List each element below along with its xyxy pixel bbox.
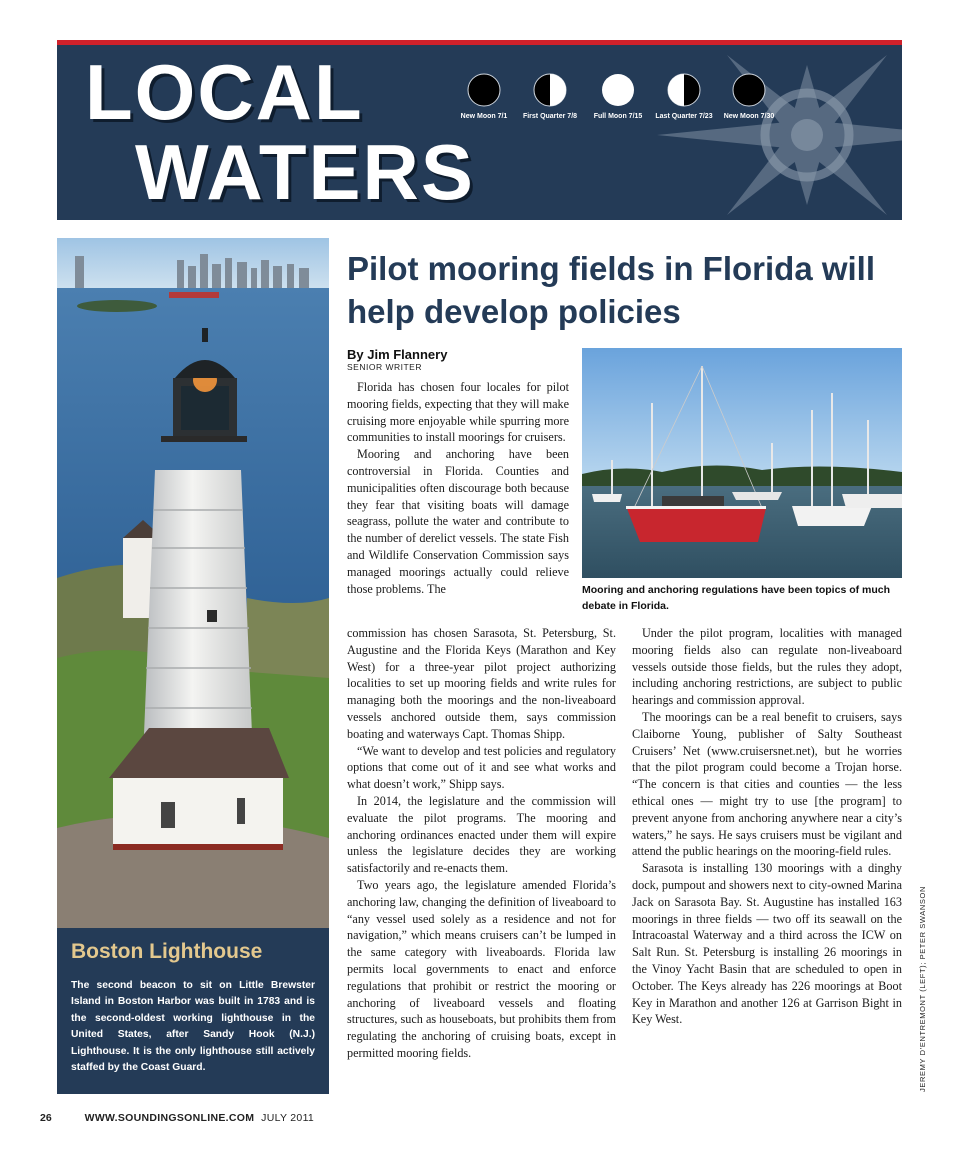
article-paragraph: The moorings can be a real benefit to cruisers, says Claiborne Young, publisher of Salty Southeast Cruisers’ Net (www.cruisersnet.net), but he worries that the pilot program could become a Trojan horse. “The concern is that cities and counties — the less ethical ones — might try to use [the program] to prevent anyone from anchoring anywhere near a city’s waters,” he says. He says cruisers must be vigilant and attend the public hearings on the mooring-field rules. <box>632 709 902 859</box>
photo-credit: JEREMY D’ENTREMONT (LEFT); PETER SWANSON <box>918 886 927 1092</box>
new-moon-icon <box>467 73 501 107</box>
issue-date: JULY 2011 <box>261 1112 315 1124</box>
page-footer <box>40 1112 314 1124</box>
moon-phase-label: Last Quarter 7/23 <box>655 113 713 120</box>
article-paragraph: Under the pilot program, localities with managed mooring fields also can regulate non-liveaboard vessels outside those fields, but the rules they adopt, including anchoring restrictions, are subject to public hearings and commission approval. <box>632 626 902 708</box>
moon-phase-label: New Moon 7/1 <box>460 113 508 120</box>
article-column-2 <box>347 625 616 1062</box>
article-paragraph: Two years ago, the legislature amended Florida’s anchoring law, changing the definition of liveaboard to “any vessel used solely as a residence and not for navigation,” which means cruisers can’t be lumped in the same category with liveaboards. Florida law permits local governments to enact and enforce regulations that prohibit or restrict the mooring or anchoring of liveaboard vessels and floating structures, such as houseboats, but prohibits them from regulating the anchoring of cruising boats, except in permitted mooring fields. <box>347 877 616 1060</box>
article-paragraph: commission has chosen Sarasota, St. Petersburg, St. Augustine and the Florida Keys (Marathon and Key West) for a three-year pilot project authorizing localities to set up mooring fields and write rules for managing both the moorings and the non-liveaboard vessels anchored outside them, says commission boating and waterways Capt. Thomas Shipp. <box>347 626 616 741</box>
last-quarter-moon-icon <box>667 73 701 107</box>
sidebar-box <box>57 928 329 1094</box>
byline <box>347 347 447 372</box>
article-paragraph: Mooring and anchoring have been controversial in Florida. Counties and municipalities often discourage both because they fear that visiting boats will damage seagrass, pollute the water and contribute to the number of derelict vessels. The state Fish and Wildlife Conservation Commission says managed moorings actually could relieve those problems. The <box>347 447 569 596</box>
section-title-local: LOCAL <box>85 48 364 136</box>
full-moon-icon <box>601 73 635 107</box>
article-paragraph: Florida has chosen four locales for pilot mooring fields, expecting that they will make cruising more enjoyable while spurring more communities to install moorings for cruisers. <box>347 380 569 445</box>
article-column-1 <box>347 379 569 597</box>
moon-phase-new-2 <box>709 73 789 120</box>
website-url: WWW.SOUNDINGSONLINE.COM <box>84 1112 255 1124</box>
photo-caption: Mooring and anchoring regulations have been topics of much debate in Florida. <box>582 584 891 612</box>
author-name: By Jim Flannery <box>347 347 448 362</box>
article-paragraph: Sarasota is installing 130 moorings with a dinghy dock, pumpout and showers next to city-owned Marina Jack on Sarasota Bay. St. Augustine has installed 163 moorings in three fields — two off its seawall on the Intracoastal Waterway and a third across the ICW on Salt Run. St. Petersburg is installing 26 moorings in the Vinoy Yacht Basin that are scheduled to open in October. The Keys already has 226 moorings at Boot Key in Marathon and another 126 at Garrison Bight in Key West. <box>632 861 902 1027</box>
first-quarter-moon-icon <box>533 73 567 107</box>
page-number: 26 <box>40 1112 52 1124</box>
article-paragraph: “We want to develop and test policies and regulatory options that come out of it and see what works and what doesn’t work,” Shipp says. <box>347 743 616 792</box>
lighthouse-photo <box>57 238 329 928</box>
article-column-3 <box>632 625 902 1028</box>
article-headline: Pilot mooring fields in Florida will help develop policies <box>347 250 876 330</box>
section-banner <box>57 40 902 220</box>
mooring-field-photo <box>582 348 902 578</box>
author-role: SENIOR WRITER <box>347 362 422 372</box>
section-title-waters: WATERS <box>135 128 475 216</box>
moon-phase-label: Full Moon 7/15 <box>593 113 643 120</box>
moon-phase-label: New Moon 7/30 <box>723 113 775 120</box>
sidebar-body: The second beacon to sit on Little Brewster Island in Boston Harbor was built in 1783 and is the second-oldest working lighthouse in the United States, after Sandy Hook (N.J.) Lighthouse. It is the only lighthouse still actively staffed by the Coast Guard. <box>71 980 315 1074</box>
moon-phase-label: First Quarter 7/8 <box>522 113 578 120</box>
article-paragraph: In 2014, the legislature and the commission will evaluate the pilot programs. The mooring and anchoring ordinances enacted under them will expire unless the legislature decides they are working satisfactorily and re-enacts them. <box>347 793 616 876</box>
new-moon-icon <box>732 73 766 107</box>
sidebar-title: Boston Lighthouse <box>71 940 263 963</box>
moon-phase-calendar <box>444 73 784 133</box>
